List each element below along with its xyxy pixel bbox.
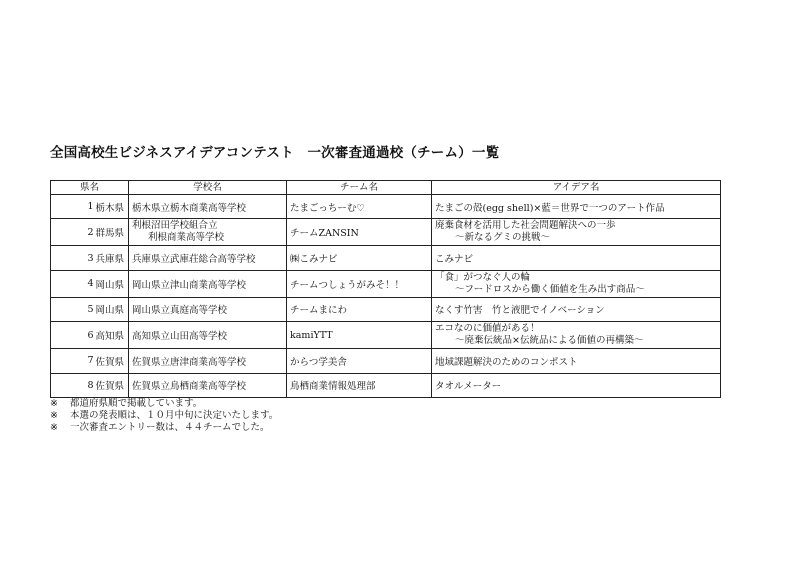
idea-line: 「食」がつなぐ人の輪: [435, 271, 531, 283]
prefecture-cell: 兵庫県: [95, 246, 129, 270]
teams-table: [50, 180, 721, 398]
page-title: 全国高校生ビジネスアイデアコンテスト 一次審査通過校（チーム）一覧: [50, 145, 500, 161]
header-idea: アイデア名: [432, 181, 721, 195]
note-line: [50, 410, 278, 422]
team-cell: チームZANSIN: [287, 219, 432, 246]
note-text: 都道府県順で掲載しています。: [70, 398, 203, 409]
header-prefecture: 県名: [51, 181, 129, 195]
idea-cell: [432, 322, 721, 349]
prefecture-cell: 佐賀県: [95, 349, 129, 373]
table-row: [51, 322, 721, 349]
idea-line: エコなのに価値がある！: [435, 323, 540, 335]
note-line: [50, 398, 278, 410]
note-mark: ※: [50, 398, 58, 409]
school-cell: 佐賀県立唐津商業高等学校: [129, 349, 287, 373]
prefecture-cell: 高知県: [95, 322, 129, 349]
school-cell: 岡山県立津山商業高等学校: [129, 270, 287, 297]
school-cell: 佐賀県立鳥栖商業高等学校: [129, 373, 287, 397]
table-row: [51, 297, 721, 321]
notes: [50, 398, 278, 434]
row-number: 6: [51, 322, 95, 349]
note-line: [50, 422, 278, 434]
idea-cell: [432, 219, 721, 246]
school-cell: 岡山県立真庭高等学校: [129, 297, 287, 321]
idea-line: 廃棄食材を活用した社会問題解決への一歩: [435, 220, 616, 232]
school-line: 利根商業高等学校: [148, 232, 225, 244]
row-number: 3: [51, 246, 95, 270]
table-row: [51, 195, 721, 219]
team-cell: たまごっちーむ♡: [287, 195, 432, 219]
idea-subtitle: ～廃棄伝統品×伝統品による価値の再構築～: [455, 335, 644, 347]
note-text: 本選の発表順は、１０月中旬に決定いたします。: [70, 410, 279, 421]
header-school: 学校名: [129, 181, 287, 195]
school-line: 利根沼田学校組合立: [132, 220, 218, 232]
school-cell: 栃木県立栃木商業高等学校: [129, 195, 287, 219]
prefecture-cell: 栃木県: [95, 195, 129, 219]
team-cell: チームつしょうがみそ！！: [287, 270, 432, 297]
table-row: [51, 219, 721, 246]
row-number: 4: [51, 270, 95, 297]
school-cell: 兵庫県立武庫荘総合高等学校: [129, 246, 287, 270]
prefecture-cell: 岡山県: [95, 270, 129, 297]
prefecture-cell: 佐賀県: [95, 373, 129, 397]
row-number: 1: [51, 195, 95, 219]
table-row: [51, 246, 721, 270]
idea-subtitle: ～新なるグミの挑戦～: [455, 232, 551, 244]
school-cell: [129, 219, 287, 246]
school-cell: 高知県立山田高等学校: [129, 322, 287, 349]
table-header-row: [51, 181, 721, 195]
header-team: チーム名: [287, 181, 432, 195]
note-mark: ※: [50, 410, 58, 421]
row-number: 7: [51, 349, 95, 373]
row-number: 5: [51, 297, 95, 321]
idea-cell: タオルメーター: [432, 373, 721, 397]
team-cell: 鳥栖商業情報処理部: [287, 373, 432, 397]
row-number: 8: [51, 373, 95, 397]
table-row: [51, 270, 721, 297]
row-number: 2: [51, 219, 95, 246]
prefecture-cell: 群馬県: [95, 219, 129, 246]
prefecture-cell: 岡山県: [95, 297, 129, 321]
idea-cell: こみナビ: [432, 246, 721, 270]
idea-cell: 地域課題解決のためのコンポスト: [432, 349, 721, 373]
team-cell: チームまにわ: [287, 297, 432, 321]
table-row: [51, 373, 721, 397]
idea-cell: なくす竹害 竹と液肥でイノベーション: [432, 297, 721, 321]
idea-cell: たまごの殻(egg shell)×藍＝世界で一つのアート作品: [432, 195, 721, 219]
team-cell: からつ学美舎: [287, 349, 432, 373]
team-cell: ㈱こみナビ: [287, 246, 432, 270]
note-text: 一次審査エントリー数は、４４チームでした。: [70, 422, 270, 433]
table-row: [51, 349, 721, 373]
team-cell: kamiYTT: [287, 322, 432, 349]
note-mark: ※: [50, 422, 58, 433]
idea-subtitle: ～フードロスから働く価値を生み出す商品～: [455, 283, 645, 295]
idea-cell: [432, 270, 721, 297]
